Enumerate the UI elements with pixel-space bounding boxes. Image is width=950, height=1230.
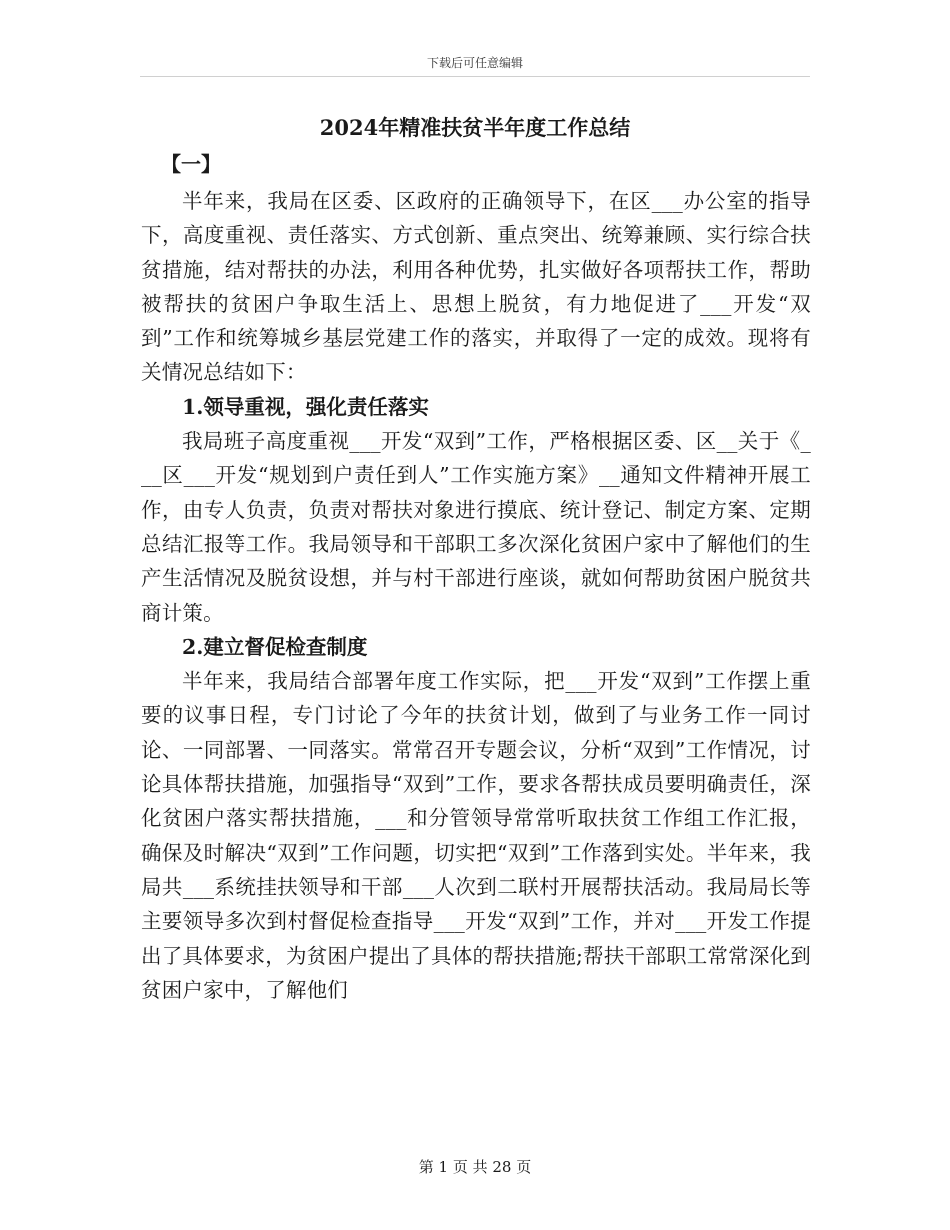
paragraph-leadership: 我局班子高度重视___开发“双到”工作，严格根据区委、区__关于《___区___开发“规划到户责任到人”工作实施方案》__通知文件精神开展工作，由专人负责，负责对帮扶对象进行摸底、统计登记、制定方案、定期总结汇报等工作。我局领导和干部职工多次深化贫困户家中了解他们的生产生活情况及脱贫设想，并与村干部进行座谈，就如何帮助贫困户脱贫共商计策。 — [141, 429, 811, 625]
document-body — [141, 146, 811, 1007]
heading-leadership: 1.领导重视，强化责任落实 — [182, 394, 429, 419]
paragraph-intro: 半年来，我局在区委、区政府的正确领导下，在区___办公室的指导下，高度重视、责任落实、方式创新、重点突出、统筹兼顾、实行综合扶贫措施，结对帮扶的办法，利用各种优势，扎实做好各项帮扶工作，帮助被帮扶的贫困户争取生活上、思想上脱贫，有力地促进了___开发“双到”工作和统筹城乡基层党建工作的落实，并取得了一定的成效。现将有关情况总结如下： — [141, 189, 811, 385]
paragraph-supervision: 半年来，我局结合部署年度工作实际，把___开发“双到”工作摆上重要的议事日程，专门讨论了今年的扶贫计划，做到了与业务工作一同讨论、一同部署、一同落实。常常召开专题会议，分析“双到”工作情况，讨论具体帮扶措施，加强指导“双到”工作，要求各帮扶成员要明确责任，深化贫困户落实帮扶措施，___和分管领导常常听取扶贫工作组工作汇报，确保及时解决“双到”工作问题，切实把“双到”工作落到实处。半年来，我局共___系统挂扶领导和干部___人次到二联村开展帮扶活动。我局局长等主要领导多次到村督促检查指导___开发“双到”工作，并对___开发工作提出了具体要求，为贫困户提出了具体的帮扶措施;帮扶干部职工常常深化到贫困户家中，了解他们 — [141, 669, 811, 1002]
document-title: 2024年精准扶贫半年度工作总结 — [319, 115, 631, 140]
section-mark: 【一】 — [161, 152, 221, 176]
page-header — [0, 54, 950, 71]
header-rule — [140, 76, 810, 77]
heading-supervision: 2.建立督促检查制度 — [182, 634, 368, 659]
header-note: 下载后可任意编辑 — [426, 56, 523, 70]
page-number: 第 1 页 共 28 页 — [418, 1158, 532, 1176]
